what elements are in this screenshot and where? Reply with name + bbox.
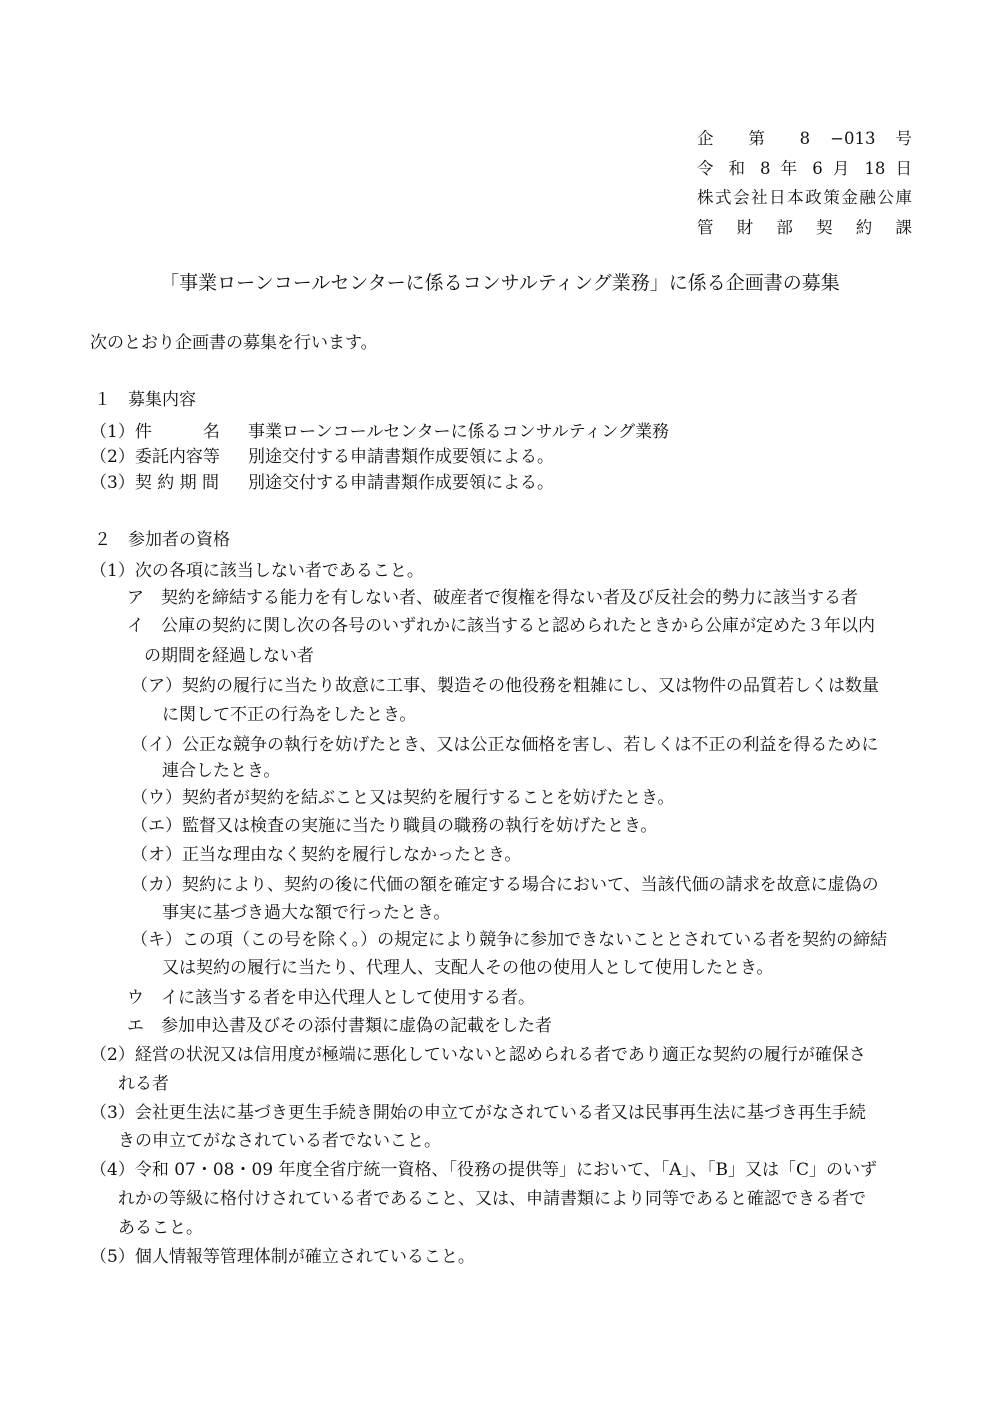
item-label: （1）件 名 <box>90 422 220 442</box>
section-1-item-scope <box>90 445 554 469</box>
qualification-line: （5）個人情報等管理体制が確立されていること。 <box>90 1247 475 1267</box>
qualification-line: れる者 <box>118 1074 169 1094</box>
section-1-item-name <box>90 420 669 444</box>
document-header <box>697 124 912 242</box>
qualification-line: イ 公庫の契約に関し次の各号のいずれかに該当すると認められたときから公庫が定めた３年以内 <box>127 616 875 636</box>
item-label: （2）委託内容等 <box>90 447 220 467</box>
qualification-line: 事実に基づき過大な額で行ったとき。 <box>162 903 451 923</box>
issuing-organization: 株式会社日本政策金融公庫 <box>697 188 912 207</box>
qualification-line: あること。 <box>118 1218 203 1238</box>
intro-text: 次のとおり企画書の募集を行います。 <box>90 333 378 353</box>
section-1-heading: １ 募集内容 <box>94 390 196 410</box>
item-value: 事業ローンコールセンターに係るコンサルティング業務 <box>248 422 670 442</box>
qualification-line: （イ）公正な競争の執行を妨げたとき、又は公正な価格を害し、若しくは不正の利益を得るために <box>131 735 879 755</box>
qualification-line: （キ）この項（この号を除く。）の規定により競争に参加できないこととされている者を契約の締結 <box>131 930 888 950</box>
qualification-line: 又は契約の履行に当たり、代理人、支配人その他の使用人として使用したとき。 <box>162 958 774 978</box>
qualification-line: （オ）正当な理由なく契約を履行しなかったとき。 <box>131 845 522 865</box>
qualification-line: （3）会社更生法に基づき更生手続き開始の申立てがなされている者又は民事再生法に基づき再生手続 <box>90 1103 866 1123</box>
qualification-line: （1）次の各項に該当しない者であること。 <box>90 561 424 581</box>
document-title: 「事業ローンコールセンターに係るコンサルティング業務」に係る企画書の募集 <box>160 272 840 294</box>
qualification-line: （ウ）契約者が契約を結ぶこと又は契約を履行することを妨げたとき。 <box>131 788 675 808</box>
issuing-department: 管 財 部 契 約 課 <box>697 217 912 237</box>
qualification-line: ウ イに該当する者を申込代理人として使用する者。 <box>127 988 535 1008</box>
section-2-heading: ２ 参加者の資格 <box>94 530 230 550</box>
qualification-line: （4）令和 07・08・09 年度全省庁統一資格、「役務の提供等」において、「A」、「B」又は「C」のいず <box>90 1160 877 1180</box>
qualification-line: れかの等級に格付けされている者であること、又は、申請書類により同等であると確認できる者で <box>118 1189 866 1209</box>
qualification-line: きの申立てがなされている者でないこと。 <box>118 1131 441 1151</box>
qualification-line: ア 契約を締結する能力を有しない者、破産者で復権を得ない者及び反社会的勢力に該当する者 <box>127 588 858 608</box>
qualification-line: （エ）監督又は検査の実施に当たり職員の職務の執行を妨げたとき。 <box>131 816 658 836</box>
qualification-line: 連合したとき。 <box>162 761 281 781</box>
item-value: 別途交付する申請書類作成要領による。 <box>248 447 554 467</box>
qualification-line: の期間を経過しない者 <box>144 646 314 666</box>
item-value: 別途交付する申請書類作成要領による。 <box>248 473 554 493</box>
document-date: 令 和 8 年 6 月 18 日 <box>697 158 912 178</box>
qualification-line: に関して不正の行為をしたとき。 <box>162 705 417 725</box>
document-number: 企 第 8 −013 号 <box>697 129 912 148</box>
item-label: （3）契 約 期 間 <box>90 473 220 493</box>
qualification-line: （ア）契約の履行に当たり故意に工事、製造その他役務を粗雑にし、又は物件の品質若しくは数量 <box>131 676 879 696</box>
qualification-line: （カ）契約により、契約の後に代価の額を確定する場合において、当該代価の請求を故意に虚偽の <box>131 875 879 895</box>
section-1-item-period <box>90 471 554 495</box>
qualification-line: （2）経営の状況又は信用度が極端に悪化していないと認められる者であり適正な契約の履行が確保さ <box>90 1045 866 1065</box>
qualification-line: エ 参加申込書及びその添付書類に虚偽の記載をした者 <box>127 1016 552 1036</box>
